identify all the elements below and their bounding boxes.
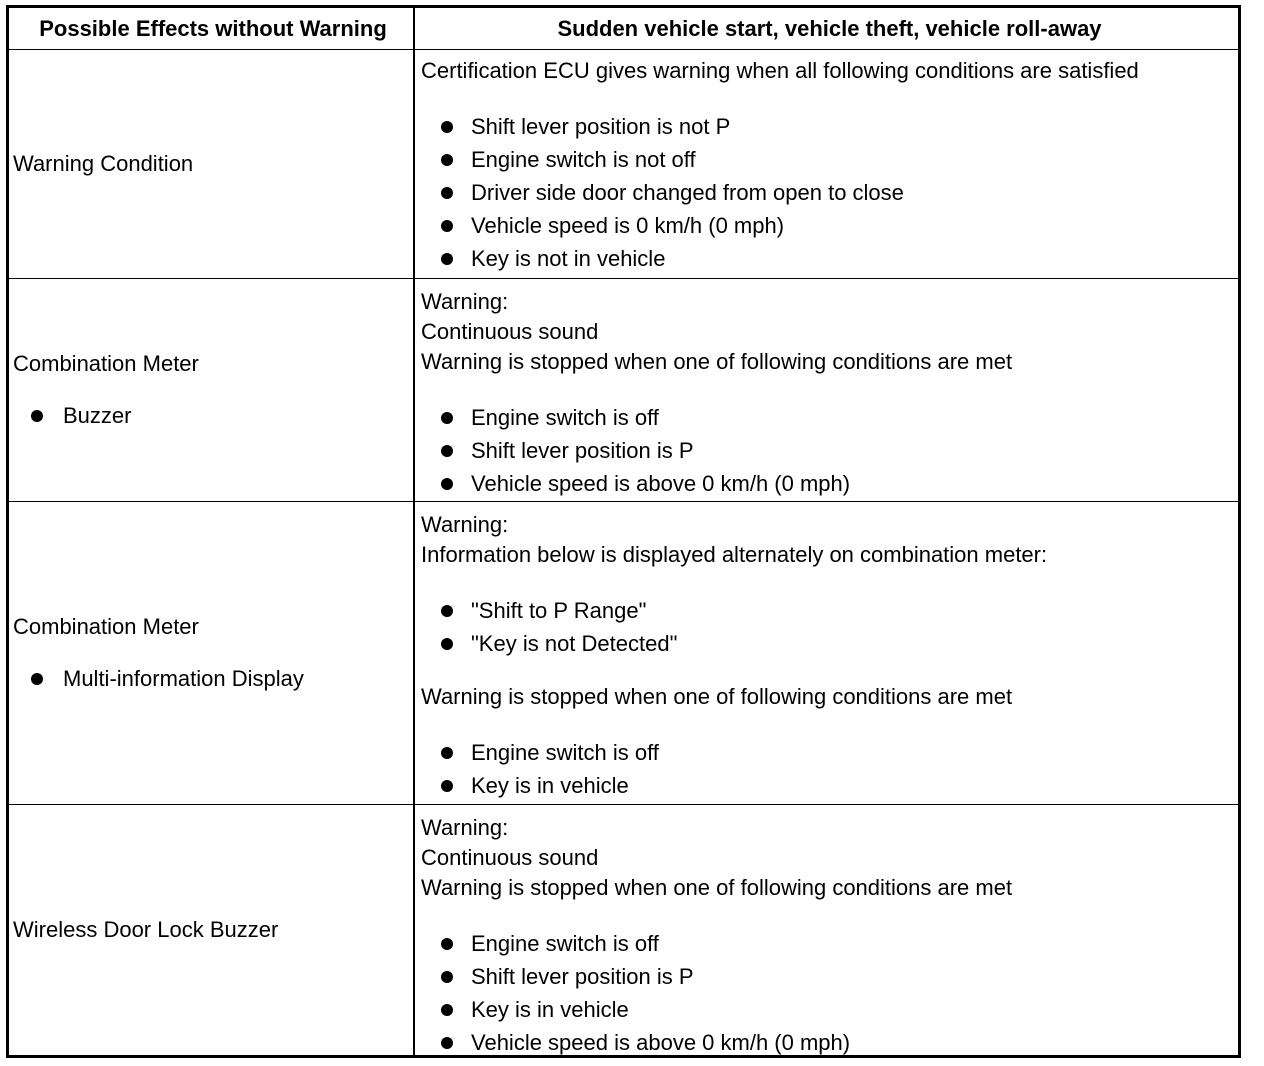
list-item: Shift lever position is P <box>421 960 1238 993</box>
row-3-line-1: Warning: <box>421 512 509 537</box>
table-row-wireless-door-lock-buzzer <box>9 805 1238 1055</box>
row-1-left-cell <box>9 50 413 278</box>
bullet-icon <box>441 478 453 490</box>
row-3-middle-line: Warning is stopped when one of following conditions are met <box>421 684 1013 709</box>
row-2-left-cell <box>9 279 413 501</box>
list-item: Engine switch is off <box>421 736 1238 769</box>
row-2-line-2: Continuous sound <box>421 319 599 344</box>
list-item: Engine switch is not off <box>421 143 1238 176</box>
bullet-icon <box>31 410 43 422</box>
bullet-icon <box>441 121 453 133</box>
row-4-left-cell <box>9 805 413 1055</box>
table-header-row <box>9 8 1238 50</box>
bullet-icon <box>441 638 453 650</box>
row-3-stop-condition-list <box>421 736 1238 802</box>
bullet-icon <box>441 220 453 232</box>
row-1-right-cell <box>415 50 1238 278</box>
row-4-stop-condition-list <box>421 927 1238 1059</box>
list-item: "Shift to P Range" <box>421 594 1238 627</box>
list-item: Driver side door changed from open to close <box>421 176 1238 209</box>
bullet-icon <box>441 412 453 424</box>
list-item: Engine switch is off <box>421 401 1238 434</box>
bullet-icon <box>441 1037 453 1049</box>
row-1-title: Warning Condition <box>13 151 194 176</box>
table-row-combination-meter-display <box>9 502 1238 805</box>
header-col-effects <box>9 8 413 49</box>
row-2-sub-item: Buzzer <box>13 401 413 431</box>
list-item: Shift lever position is not P <box>421 110 1238 143</box>
row-2-line-1: Warning: <box>421 289 509 314</box>
row-3-display-message-list <box>421 594 1238 660</box>
list-item: Vehicle speed is 0 km/h (0 mph) <box>421 209 1238 242</box>
list-item: Shift lever position is P <box>421 434 1238 467</box>
bullet-icon <box>31 673 43 685</box>
row-3-right-cell <box>415 502 1238 804</box>
bullet-icon <box>441 780 453 792</box>
list-item: "Key is not Detected" <box>421 627 1238 660</box>
row-2-title: Combination Meter <box>13 351 199 376</box>
row-3-sub-item: Multi-information Display <box>13 664 413 694</box>
row-4-line-1: Warning: <box>421 815 509 840</box>
header-col-scenario-label: Sudden vehicle start, vehicle theft, vehicle roll-away <box>557 15 1102 41</box>
bullet-icon <box>441 253 453 265</box>
list-item: Vehicle speed is above 0 km/h (0 mph) <box>421 467 1238 500</box>
row-1-intro: Certification ECU gives warning when all following conditions are satisfied <box>421 58 1139 83</box>
bullet-icon <box>441 605 453 617</box>
row-4-right-cell <box>415 805 1238 1055</box>
table-row-combination-meter-buzzer <box>9 279 1238 502</box>
row-2-right-cell <box>415 279 1238 501</box>
row-1-condition-list <box>421 110 1238 275</box>
bullet-icon <box>441 1004 453 1016</box>
row-2-stop-condition-list <box>421 401 1238 500</box>
list-item: Key is in vehicle <box>421 993 1238 1026</box>
list-item: Engine switch is off <box>421 927 1238 960</box>
header-col-scenario <box>415 8 1238 49</box>
bullet-icon <box>441 747 453 759</box>
row-3-line-2: Information below is displayed alternately on combination meter: <box>421 542 1048 567</box>
table-row-warning-condition <box>9 50 1238 279</box>
list-item: Key is in vehicle <box>421 769 1238 802</box>
bullet-icon <box>441 445 453 457</box>
row-2-line-3: Warning is stopped when one of following conditions are met <box>421 349 1013 374</box>
row-4-line-3: Warning is stopped when one of following conditions are met <box>421 875 1013 900</box>
warning-table <box>6 5 1241 1058</box>
row-3-title: Combination Meter <box>13 614 199 639</box>
bullet-icon <box>441 154 453 166</box>
bullet-icon <box>441 971 453 983</box>
bullet-icon <box>441 938 453 950</box>
row-3-left-cell <box>9 502 413 804</box>
header-col-effects-label: Possible Effects without Warning <box>39 15 387 41</box>
bullet-icon <box>441 187 453 199</box>
row-4-title: Wireless Door Lock Buzzer <box>13 917 279 942</box>
list-item: Vehicle speed is above 0 km/h (0 mph) <box>421 1026 1238 1059</box>
row-4-line-2: Continuous sound <box>421 845 599 870</box>
list-item: Key is not in vehicle <box>421 242 1238 275</box>
